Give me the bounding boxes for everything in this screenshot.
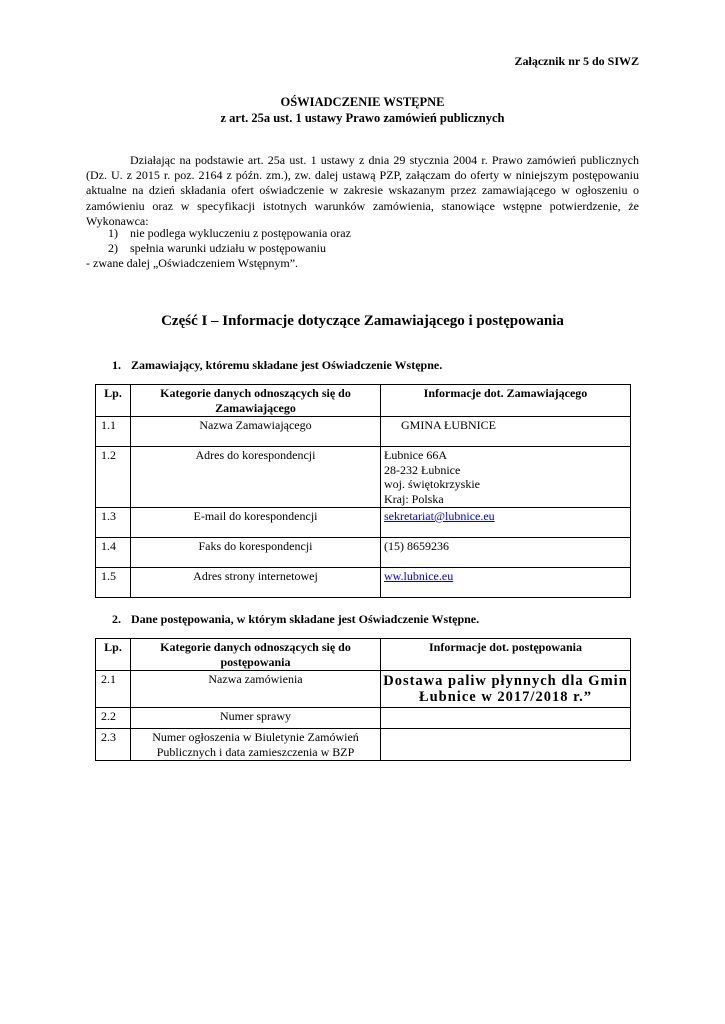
- list-item-number: 1): [108, 226, 118, 240]
- row-info: [381, 568, 631, 598]
- row-number: 2.3: [96, 729, 131, 761]
- row-number: 1.1: [96, 417, 131, 447]
- table-row: [96, 538, 631, 568]
- intro-paragraph: Działając na podstawie art. 25a ust. 1 ustawy z dnia 29 stycznia 2004 r. Prawo zamówień publicznych (Dz. U. z 2015 r. poz. 2164 z późn. zm.), zw. dalej ustawą PZP, załączam do oferty w niniejszym postępowaniu aktualne na dzień składania ofert oświadczenie w zakresie wskazanym przez zamawiającego w ogłoszeniu o zamówieniu oraz w specyfikacji istotnych warunków zamówienia, stanowiące wstępne potwierdzenie, że Wykonawca:: [86, 153, 639, 228]
- column-header-lp: Lp.: [96, 639, 131, 671]
- list-item: [108, 241, 326, 256]
- row-category: Numer sprawy: [131, 708, 381, 729]
- table-row: [96, 671, 631, 708]
- annex-label: Załącznik nr 5 do SIWZ: [514, 54, 639, 68]
- list-item-number: 2): [108, 241, 118, 255]
- document-subtitle: z art. 25a ust. 1 ustawy Prawo zamówień publicznych: [220, 111, 505, 125]
- row-category: [131, 729, 381, 761]
- address-line: woj. świętokrzyskie: [384, 477, 480, 491]
- row-info: [381, 447, 631, 508]
- table-header-row: [96, 385, 631, 417]
- row-info: (15) 8659236: [381, 538, 631, 568]
- section-title: Zamawiający, któremu składane jest Oświadczenie Wstępne.: [131, 358, 443, 372]
- row-info: [381, 708, 631, 729]
- section-heading: [112, 358, 442, 373]
- row-number: 1.2: [96, 447, 131, 508]
- row-number: 1.4: [96, 538, 131, 568]
- part-heading: Część I – Informacje dotyczące Zamawiającego i postępowania: [161, 313, 564, 329]
- row-number: 1.3: [96, 508, 131, 538]
- table-row: [96, 447, 631, 508]
- row-number: 2.1: [96, 671, 131, 708]
- column-header-info: Informacje dot. Zamawiającego: [381, 385, 631, 417]
- website-link[interactable]: ww.lubnice.eu: [384, 569, 454, 583]
- section-heading: [112, 612, 479, 627]
- section-number: 1.: [112, 358, 121, 372]
- row-category: E-mail do korespondencji: [131, 508, 381, 538]
- table-header-row: [96, 639, 631, 671]
- address-line: 28-232 Łubnice: [384, 462, 461, 477]
- table-row: [96, 729, 631, 761]
- row-category: Faks do korespondencji: [131, 538, 381, 568]
- category-line: Numer ogłoszenia w Biuletynie Zamówień: [152, 730, 359, 744]
- column-header-category: Kategorie danych odnoszących się do Zamawiającego: [131, 385, 381, 417]
- category-line: Publicznych i data zamieszczenia w BZP: [156, 744, 355, 759]
- row-number: 2.2: [96, 708, 131, 729]
- document-title: OŚWIADCZENIE WSTĘPNE: [280, 95, 445, 109]
- list-item-text: nie podlega wykluczeniu z postępowania oraz: [130, 226, 351, 240]
- column-header-lp: Lp.: [96, 385, 131, 417]
- email-link[interactable]: sekretariat@lubnice.eu: [384, 509, 495, 523]
- column-header-category: Kategorie danych odnoszących się do postępowania: [131, 639, 381, 671]
- row-category: Adres do korespondencji: [131, 447, 381, 508]
- table-row: [96, 708, 631, 729]
- row-info: [381, 729, 631, 761]
- procurement-table: [95, 638, 631, 761]
- section-title: Dane postępowania, w którym składane jest Oświadczenie Wstępne.: [131, 612, 480, 626]
- row-info: [381, 508, 631, 538]
- list-item-text: spełnia warunki udziału w postępowaniu: [130, 241, 326, 255]
- row-info: GMINA ŁUBNICE: [381, 417, 631, 447]
- contracting-authority-table: [95, 384, 631, 598]
- address-line: Łubnice 66A: [384, 448, 447, 462]
- list-item: [108, 226, 351, 241]
- address-line: Kraj: Polska: [384, 491, 444, 506]
- column-header-info: Informacje dot. postępowania: [381, 639, 631, 671]
- table-row: [96, 417, 631, 447]
- row-category: Adres strony internetowej: [131, 568, 381, 598]
- row-category: Nazwa Zamawiającego: [131, 417, 381, 447]
- row-category: Nazwa zamówienia: [131, 671, 381, 708]
- contract-name-line: Łubnice w 2017/2018 r.”: [418, 689, 593, 705]
- contract-name-line: Dostawa paliw płynnych dla Gmin: [383, 673, 628, 689]
- row-info: [381, 671, 631, 708]
- section-number: 2.: [112, 612, 121, 626]
- table-row: [96, 508, 631, 538]
- row-number: 1.5: [96, 568, 131, 598]
- intro-note: - zwane dalej „Oświadczeniem Wstępnym”.: [86, 256, 299, 270]
- table-row: [96, 568, 631, 598]
